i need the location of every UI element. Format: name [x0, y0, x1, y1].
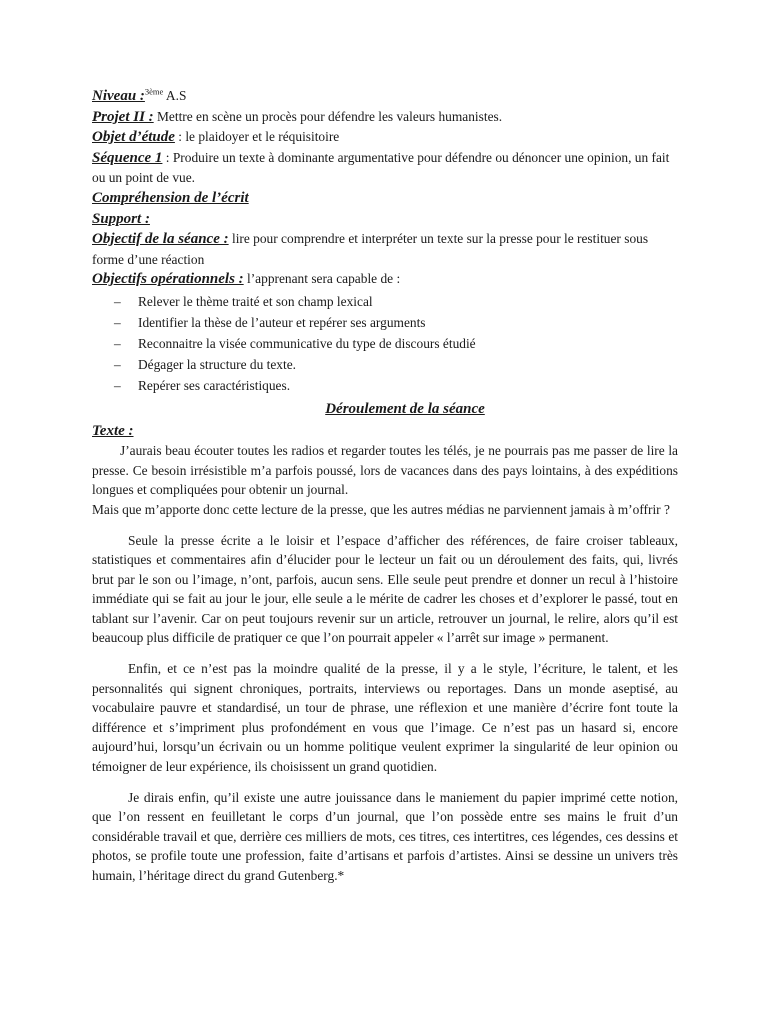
paragraph-3: Seule la presse écrite a le loisir et l’espace d’afficher des références, de faire croiser tableaux, statistiques et commentaires afin d’élucider pour le lecteur un fait ou un déroulement des faits, qui, livrés brut par le son ou l’image, n’ont, parfois, aucun sens. Elle seule peut prendre et donner un recul à l’histoire immédiate qui se fait au jour le jour, elle seule a le mérite de cadrer les choses et d’explorer le passé, tout en tablant sur l’avenir. Car on peut toujours revenir sur un article, retrouver un journal, le relire, alors qu’il est beaucoup plus difficile de pratiquer ce que l’on pourrait appeler « l’arrêt sur image » permanent. — [92, 532, 678, 646]
projet-label: Projet II : — [92, 108, 154, 125]
objet-value: : le plaidoyer et le réquisitoire — [174, 129, 340, 145]
list-item: – Repérer ses caractéristiques. — [114, 375, 678, 396]
objectif-seance-line — [92, 229, 678, 269]
objectifs-op-value: l’apprenant sera capable de : — [243, 271, 401, 287]
comprehension-label: Compréhension de l’écrit — [92, 189, 249, 206]
texte-label: Texte : — [92, 422, 134, 439]
deroulement-label: Déroulement de la séance — [325, 400, 485, 417]
niveau-label: Niveau : — [92, 88, 145, 104]
paragraph-2: Mais que m’apporte donc cette lecture de la presse, que les autres médias ne parviennent jamais à m’offrir ? — [92, 501, 670, 517]
support-heading — [92, 209, 678, 230]
niveau-line — [92, 86, 678, 107]
list-item: – Identifier la thèse de l’auteur et repérer ses arguments — [114, 312, 678, 333]
paragraph-1: J’aurais beau écouter toutes les radios et regarder toutes les télés, je ne pourrais pas me passer de lire la presse. Ce besoin irrésistible m’a parfois poussé, lors de vacances dans des pays lointains, à des expéditions longues et compliquées pour obtenir un journal. — [92, 443, 678, 498]
niveau-superscript: 3ème — [144, 86, 164, 97]
document-page — [92, 86, 678, 886]
objectifs-op-line — [92, 269, 678, 290]
objet-label: Objet d’étude — [92, 129, 175, 146]
objectif-seance-value: lire pour comprendre et interpréter un texte sur la presse pour le restituer sous forme d’une réaction — [92, 231, 649, 267]
objectif-seance-label: Objectif de la séance : — [92, 231, 229, 248]
comprehension-heading — [92, 188, 678, 209]
projet-value: Mettre en scène un procès pour défendre les valeurs humanistes. — [153, 108, 503, 124]
sequence-line — [92, 148, 678, 188]
list-item: – Dégager la structure du texte. — [114, 354, 678, 375]
objectifs-op-label: Objectifs opérationnels : — [92, 271, 244, 288]
paragraph-4: Enfin, et ce n’est pas la moindre qualité de la presse, il y a le style, l’écriture, le talent, et les personnalités qui signent chroniques, portraits, interviews ou reportages. Dans un monde aseptisé, au vocabulaire pauvre et standardisé, un tour de phrase, une réflexion et une manière d’écrire font toute la différence et s’impriment plus profondément en vous que l’image. Ce n’est pas un hasard si, encore aujourd’hui, lorsqu’un écrivain ou un homme politique veulent exprimer la singularité de leur opinion ou témoigner de leur expérience, ils choisissent un grand quotidien. — [92, 661, 678, 775]
paragraph-5: Je dirais enfin, qu’il existe une autre jouissance dans le maniement du papier imprimé cette notion, que l’on ressent en feuilletant le corps d’un journal, que l’on possède entre ses mains le fruit d’un considérable travail et que, derrière ces milliers de mots, ces titres, ces intertitres, ces légendes, ces dessins et photos, se profile toute une profession, faite d’artisans et parfois d’artistes. Ainsi se dessine un univers très humain, l’héritage direct du grand Gutenberg.* — [92, 789, 678, 883]
support-label: Support : — [92, 210, 150, 227]
list-item: – Relever le thème traité et son champ lexical — [114, 291, 678, 312]
projet-line — [92, 107, 678, 128]
objectives-list — [92, 291, 678, 396]
niveau-value: A.S — [163, 88, 187, 103]
texte-heading — [92, 421, 678, 442]
sequence-value: : Produire un texte à dominante argumentative pour défendre ou dénoncer une opinion, un fait ou un point de vue. — [92, 149, 670, 186]
objet-line — [92, 127, 678, 148]
list-item: – Reconnaitre la visée communicative du type de discours étudié — [114, 333, 678, 354]
deroulement-heading — [92, 399, 678, 420]
sequence-label: Séquence 1 — [92, 149, 163, 166]
